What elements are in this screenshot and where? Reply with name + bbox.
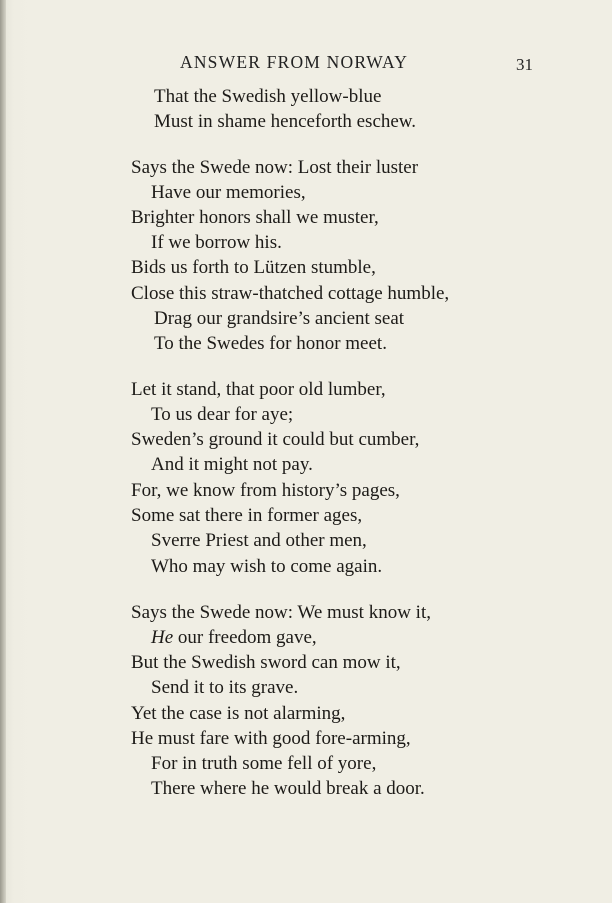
poem-line: Have our memories, (151, 182, 306, 203)
poem-line: Close this straw-thatched cottage humble, (131, 283, 450, 304)
poem-line: Send it to its grave. (151, 677, 299, 698)
poem-line: To us dear for aye; (151, 404, 294, 425)
running-head (0, 52, 612, 74)
poem-line: Yet the case is not alarming, (131, 703, 346, 724)
poem-line: That the Swedish yellow-blue (154, 86, 382, 107)
poem-line: Who may wish to come again. (151, 556, 383, 577)
page-gutter (0, 0, 6, 903)
poem-line: He must fare with good fore-arming, (131, 728, 411, 749)
poem-line: If we borrow his. (151, 232, 282, 253)
italic-word: He (151, 627, 174, 648)
poem-line: For, we know from history’s pages, (131, 480, 400, 501)
poem-line: And it might not pay. (151, 454, 313, 475)
poem-line: Drag our grandsire’s ancient seat (154, 308, 405, 329)
poem-line: There where he would break a door. (151, 778, 425, 799)
page-number: 31 (516, 55, 533, 74)
page-title: ANSWER FROM NORWAY (180, 52, 409, 72)
poem-line: Says the Swede now: We must know it, (131, 602, 431, 623)
poem-line: Sweden’s ground it could but cumber, (131, 429, 420, 450)
poem-line: Must in shame henceforth eschew. (154, 111, 417, 132)
poem-line (151, 626, 317, 650)
poem-line: Some sat there in former ages, (131, 505, 363, 526)
poem-line: But the Swedish sword can mow it, (131, 652, 401, 673)
poem-line: Sverre Priest and other men, (151, 530, 367, 551)
poem-line: To the Swedes for honor meet. (154, 333, 387, 354)
poem-line: For in truth some fell of yore, (151, 753, 377, 774)
poem-line: Let it stand, that poor old lumber, (131, 379, 386, 400)
poem-line-text: our freedom gave, (177, 627, 317, 648)
poem-line: Bids us forth to Lützen stumble, (131, 257, 376, 278)
poem-line: Says the Swede now: Lost their luster (131, 157, 419, 178)
poem-line: Brighter honors shall we muster, (131, 207, 379, 228)
